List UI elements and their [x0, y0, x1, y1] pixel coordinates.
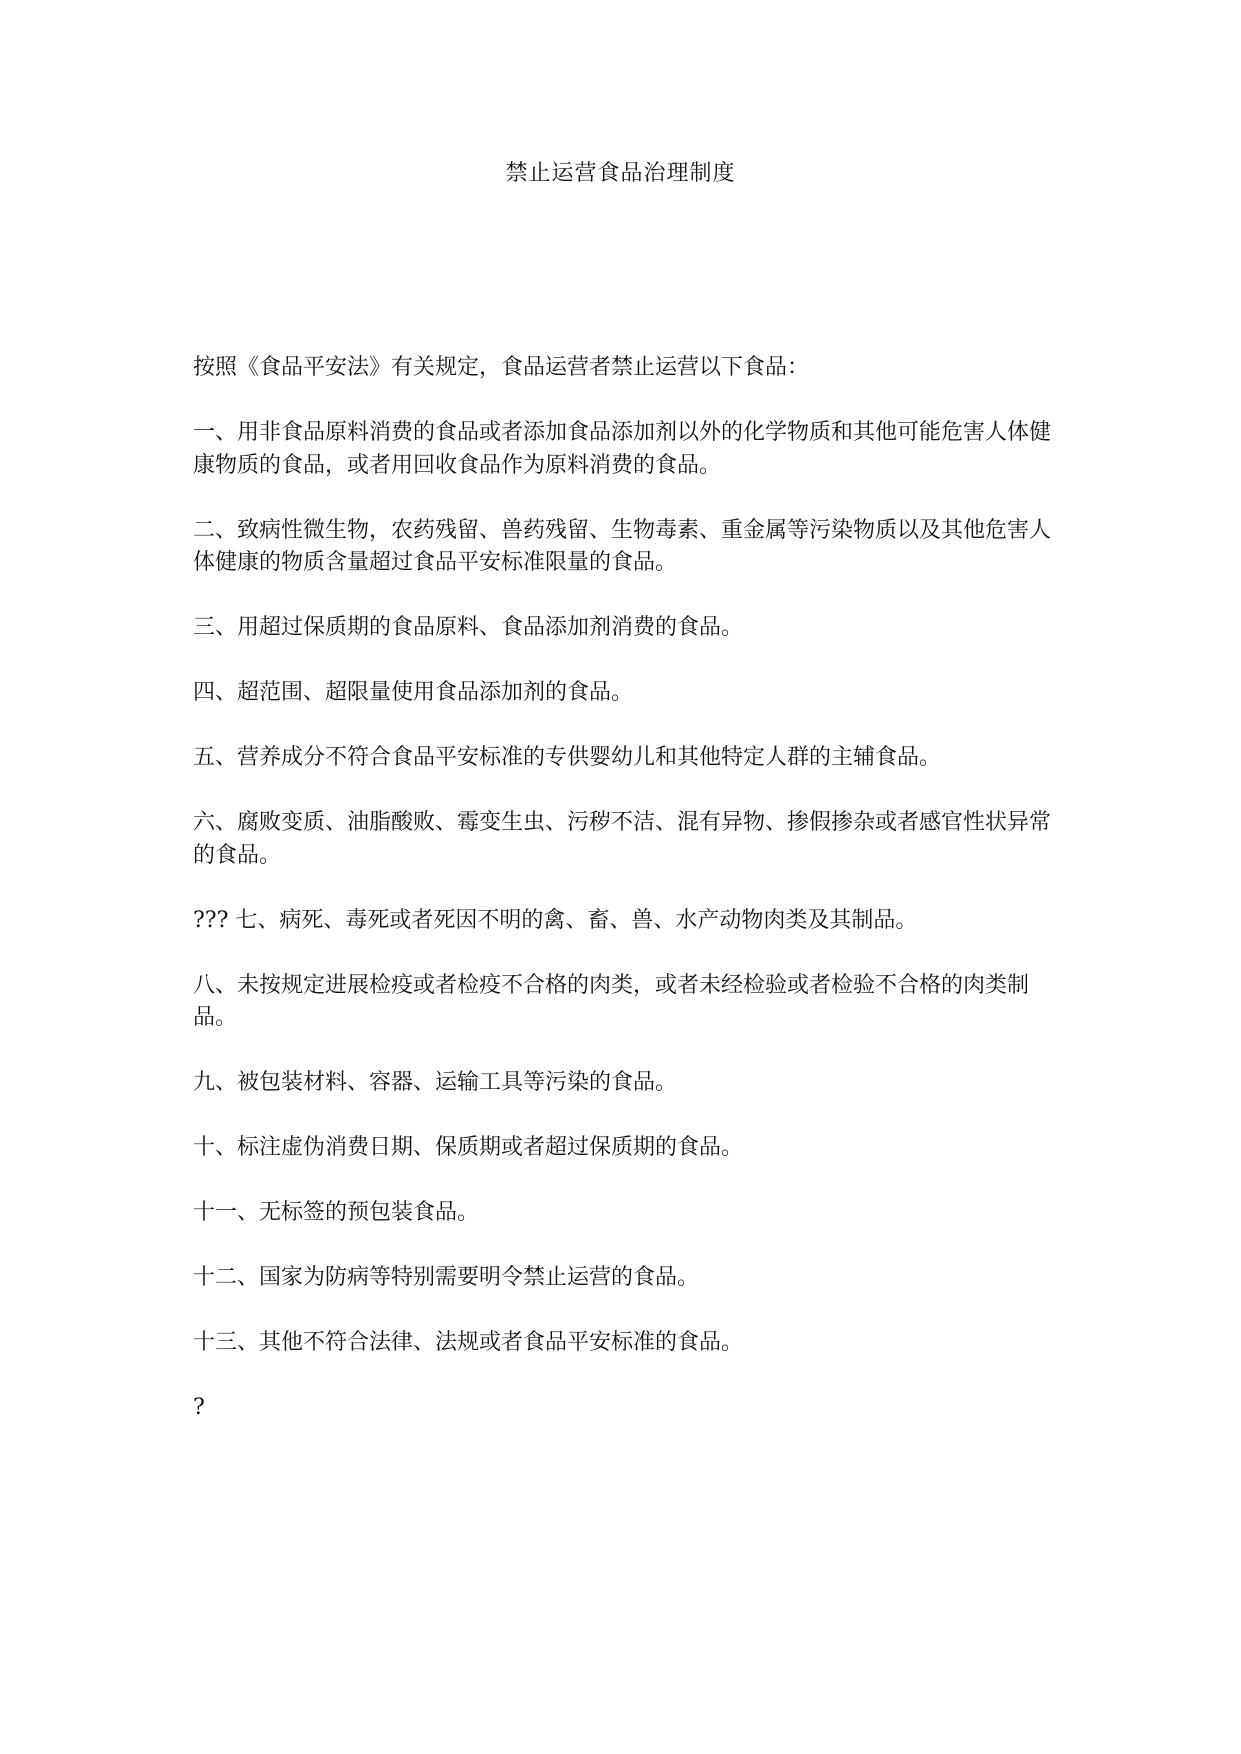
- list-item: 十、标注虚伪消费日期、保质期或者超过保质期的食品。: [193, 1135, 744, 1160]
- list-item: 一、用非食品原料消费的食品或者添加食品添加剂以外的化学物质和其他可能危害人体健康物质的食品，或者用回收食品作为原料消费的食品。: [193, 420, 1052, 478]
- list-item: ??? 七、病死、毒死或者死因不明的禽、畜、兽、水产动物肉类及其制品。: [193, 907, 918, 933]
- list-item: 九、被包装材料、容器、运输工具等污染的食品。: [193, 1070, 678, 1095]
- document-body: [193, 352, 1053, 1457]
- list-item: 三、用超过保质期的食品原料、食品添加剂消费的食品。: [193, 615, 744, 640]
- list-item: 六、腐败变质、油脂酸败、霉变生虫、污秽不洁、混有异物、掺假掺杂或者感官性状异常的食品。: [193, 810, 1052, 868]
- list-item: 十一、无标签的预包装食品。: [193, 1200, 480, 1225]
- list-item: 二、致病性微生物，农药残留、兽药残留、生物毒素、重金属等污染物质以及其他危害人体健康的物质含量超过食品平安标准限量的食品。: [193, 517, 1052, 575]
- document-title: 禁止运营食品治理制度: [505, 161, 736, 186]
- trailing-mark: ?: [193, 1395, 205, 1420]
- list-item: 四、超范围、超限量使用食品添加剂的食品。: [193, 680, 634, 705]
- list-item: 八、未按规定进展检疫或者检疫不合格的肉类，或者未经检验或者检验不合格的肉类制品。: [193, 972, 1030, 1030]
- list-item: 十三、其他不符合法律、法规或者食品平安标准的食品。: [193, 1330, 744, 1355]
- list-item: 五、营养成分不符合食品平安标准的专供婴幼儿和其他特定人群的主辅食品。: [193, 745, 942, 770]
- intro-paragraph: 按照《食品平安法》有关规定，食品运营者禁止运营以下食品：: [193, 355, 810, 380]
- list-item: 十二、国家为防病等特别需要明令禁止运营的食品。: [193, 1265, 700, 1290]
